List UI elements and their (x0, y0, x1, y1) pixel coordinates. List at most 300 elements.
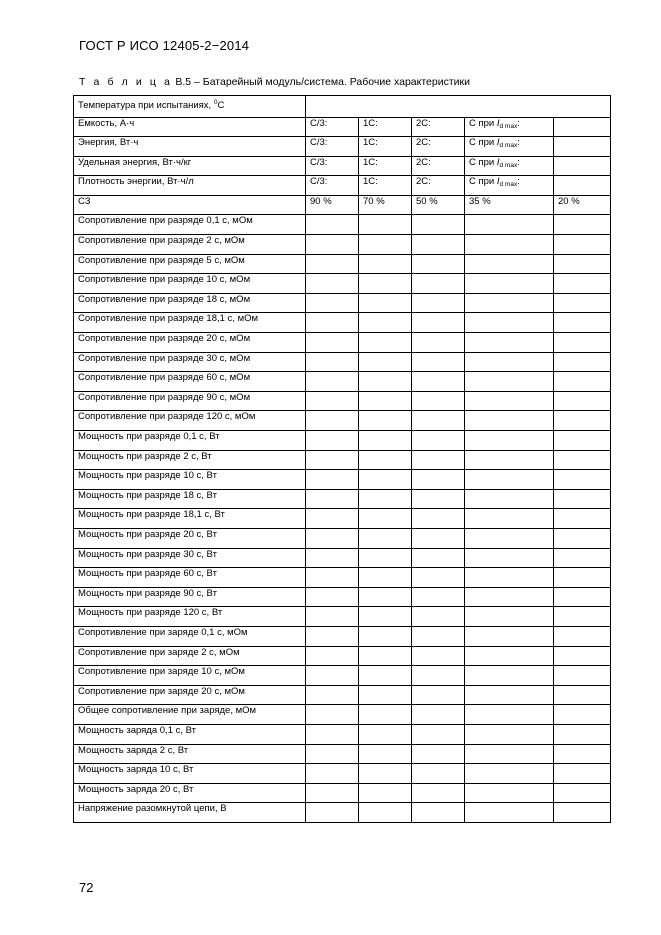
row-label (74, 607, 306, 627)
parameter-row (74, 293, 611, 313)
empty-cell (412, 666, 465, 686)
empty-cell (359, 352, 412, 372)
parameter-row (74, 685, 611, 705)
empty-cell (465, 803, 554, 823)
empty-cell (554, 274, 611, 294)
row-label-text: Мощность при разряде 60 с, Вт (78, 568, 217, 580)
empty-cell (306, 626, 359, 646)
empty-cell (554, 313, 611, 333)
cmax-cell (465, 137, 554, 157)
empty-cell (306, 293, 359, 313)
empty-cell (465, 548, 554, 568)
empty-cell (306, 666, 359, 686)
empty-cell (465, 254, 554, 274)
empty-cell (412, 352, 465, 372)
empty-cell (465, 666, 554, 686)
empty-cell (412, 391, 465, 411)
empty-cell (306, 803, 359, 823)
current-subscript: d max (499, 122, 518, 130)
empty-cell (359, 372, 412, 392)
current-symbol: I (496, 137, 500, 149)
current-subscript: d max (499, 181, 518, 189)
cmax-prefix: С при (469, 156, 495, 168)
empty-cell (412, 626, 465, 646)
row-label (74, 431, 306, 451)
temperature-unit: С (217, 100, 225, 111)
empty-cell (306, 333, 359, 353)
empty-cell (359, 333, 412, 353)
empty-cell (359, 626, 412, 646)
row-label-text: Сопротивление при заряде 10 с, мОм (78, 666, 245, 678)
row-label (74, 489, 306, 509)
empty-cell (306, 372, 359, 392)
empty-cell (306, 587, 359, 607)
cmax-suffix: : (517, 117, 520, 129)
row-label (74, 195, 306, 215)
empty-cell (306, 235, 359, 255)
soc-value (306, 195, 359, 215)
row-label (74, 156, 306, 176)
row-label-text: Мощность при разряде 0,1 с, Вт (78, 431, 220, 442)
empty-cell (359, 489, 412, 509)
capacity-row (74, 156, 611, 176)
cmax-cell (465, 176, 554, 196)
parameter-row (74, 568, 611, 588)
empty-cell (554, 626, 611, 646)
parameter-row (74, 215, 611, 235)
cmax-prefix: С при (469, 137, 495, 149)
parameter-row (74, 411, 611, 431)
empty-cell (554, 803, 611, 823)
row-label-text: Сопротивление при разряде 5 с, мОм (78, 254, 245, 266)
c2-cell (412, 156, 465, 176)
row-label (74, 313, 306, 333)
row-label (74, 235, 306, 255)
parameter-row (74, 666, 611, 686)
parameter-row (74, 646, 611, 666)
c2-cell-text: 2С: (416, 117, 431, 129)
empty-cell (359, 274, 412, 294)
empty-cell (359, 431, 412, 451)
row-label (74, 548, 306, 568)
empty-cell (465, 431, 554, 451)
current-subscript: d max (499, 142, 518, 150)
caption-title: Батарейный модуль/система. Рабочие характеристики (202, 76, 470, 88)
current-symbol: I (496, 117, 500, 129)
soc-value (465, 195, 554, 215)
parameter-row (74, 372, 611, 392)
empty-cell (306, 568, 359, 588)
empty-cell (554, 215, 611, 235)
empty-cell (412, 607, 465, 627)
empty-cell (412, 685, 465, 705)
page-number: 72 (79, 880, 94, 895)
row-label-text: Сопротивление при разряде 20 с, мОм (78, 333, 251, 345)
empty-cell (465, 587, 554, 607)
c1-cell (359, 137, 412, 157)
c2-cell (412, 176, 465, 196)
empty-cell (465, 313, 554, 333)
row-label (74, 705, 306, 725)
empty-cell (359, 411, 412, 431)
empty-cell (306, 254, 359, 274)
capacity-row (74, 117, 611, 137)
row-label (74, 411, 306, 431)
empty-cell (359, 235, 412, 255)
row-label-text: Мощность заряда 2 с, Вт (78, 744, 189, 756)
c3-cell-text: С/3: (310, 137, 328, 149)
row-label (74, 626, 306, 646)
empty-cell (554, 372, 611, 392)
empty-cell (412, 431, 465, 451)
capacity-row (74, 176, 611, 196)
empty-cell (554, 470, 611, 490)
empty-cell (359, 509, 412, 529)
row-label-text: Сопротивление при разряде 18 с, мОм (78, 293, 251, 305)
empty-cell (465, 372, 554, 392)
parameter-row (74, 489, 611, 509)
empty-cell (306, 391, 359, 411)
empty-cell (359, 646, 412, 666)
temperature-row (74, 96, 611, 118)
empty-cell (359, 803, 412, 823)
empty-cell (306, 607, 359, 627)
empty-cell (306, 509, 359, 529)
row-label (74, 176, 306, 196)
row-label-text: Мощность при разряде 18,1 с, Вт (78, 509, 225, 521)
empty-cell (412, 450, 465, 470)
empty-cell (306, 489, 359, 509)
empty-cell (465, 509, 554, 529)
empty-cell (359, 215, 412, 235)
empty-cell (554, 783, 611, 803)
empty-cell (554, 117, 611, 137)
empty-cell (412, 470, 465, 490)
empty-cell (465, 764, 554, 784)
empty-cell (554, 293, 611, 313)
temperature-degree: 0 (213, 99, 218, 106)
row-label-text: Общее сопротивление при заряде, мОм (78, 705, 257, 717)
row-label-text: Сопротивление при разряде 120 с, мОм (78, 411, 256, 423)
soc-value-text: 90 % (310, 195, 332, 207)
row-label-text: Мощность заряда 10 с, Вт (78, 764, 194, 776)
cmax-suffix: : (517, 176, 520, 188)
parameter-row (74, 705, 611, 725)
empty-cell (359, 764, 412, 784)
empty-cell (306, 313, 359, 333)
row-label (74, 724, 306, 744)
parameter-row (74, 783, 611, 803)
c2-cell (412, 137, 465, 157)
row-label-text: Мощность заряда 0,1 с, Вт (78, 724, 197, 736)
parameter-row (74, 470, 611, 490)
row-label-text: Сопротивление при разряде 60 с, мОм (78, 372, 251, 384)
row-label (74, 117, 306, 137)
empty-cell (465, 724, 554, 744)
caption-dash: – (194, 76, 200, 88)
empty-cell (465, 685, 554, 705)
cmax-suffix: : (517, 137, 520, 149)
empty-cell (554, 607, 611, 627)
row-label-text: Напряжение разомкнутой цепи, В (78, 803, 227, 815)
row-label-text: Удельная энергия, Вт·ч/кг (78, 156, 192, 168)
parameter-row (74, 548, 611, 568)
empty-cell (465, 450, 554, 470)
parameter-row (74, 450, 611, 470)
empty-cell (465, 235, 554, 255)
c1-cell (359, 156, 412, 176)
empty-cell (306, 764, 359, 784)
empty-cell (412, 372, 465, 392)
row-label (74, 764, 306, 784)
parameter-row (74, 724, 611, 744)
empty-cell (465, 705, 554, 725)
table-caption (79, 76, 470, 88)
empty-cell (465, 528, 554, 548)
soc-value-text: 20 % (558, 195, 580, 207)
row-label (74, 783, 306, 803)
empty-cell (465, 411, 554, 431)
performance-table (73, 95, 611, 823)
temperature-label: Температура при испытаниях, (78, 100, 212, 111)
caption-number: В.5 (175, 76, 192, 88)
empty-cell (554, 666, 611, 686)
empty-cell (465, 352, 554, 372)
parameter-row (74, 391, 611, 411)
empty-cell (465, 783, 554, 803)
empty-cell (306, 724, 359, 744)
soc-value-text: 35 % (469, 195, 491, 207)
empty-cell (306, 744, 359, 764)
empty-cell (412, 764, 465, 784)
row-label (74, 391, 306, 411)
row-label-text: Сопротивление при разряде 2 с, мОм (78, 235, 245, 247)
row-label-text: Сопротивление при разряде 30 с, мОм (78, 352, 251, 364)
temperature-label-cell (74, 96, 306, 118)
parameter-row (74, 431, 611, 451)
empty-cell (412, 568, 465, 588)
empty-cell (465, 274, 554, 294)
empty-cell (412, 274, 465, 294)
empty-cell (465, 607, 554, 627)
row-label-text: Мощность при разряде 20 с, Вт (78, 528, 217, 540)
c3-cell-text: С/3: (310, 156, 328, 168)
row-label (74, 646, 306, 666)
cmax-cell (465, 117, 554, 137)
parameter-row (74, 803, 611, 823)
c3-cell (306, 137, 359, 157)
empty-cell (554, 548, 611, 568)
empty-cell (465, 744, 554, 764)
empty-cell (359, 685, 412, 705)
empty-cell (359, 666, 412, 686)
empty-cell (306, 411, 359, 431)
empty-cell (412, 411, 465, 431)
c3-cell (306, 117, 359, 137)
c1-cell-text: 1С: (363, 117, 378, 129)
empty-cell (359, 744, 412, 764)
empty-cell (306, 705, 359, 725)
empty-cell (306, 215, 359, 235)
row-label-text: Мощность при разряде 2 с, Вт (78, 450, 212, 462)
parameter-row (74, 587, 611, 607)
row-label-text: Сопротивление при заряде 2 с, мОм (78, 646, 240, 658)
row-label (74, 509, 306, 529)
empty-cell (306, 450, 359, 470)
temperature-value-cell (306, 96, 611, 118)
caption-label: Т а б л и ц а (79, 76, 173, 88)
empty-cell (306, 528, 359, 548)
empty-cell (554, 646, 611, 666)
row-label (74, 274, 306, 294)
c2-cell-text: 2С: (416, 176, 431, 188)
c2-cell (412, 117, 465, 137)
row-label (74, 587, 306, 607)
empty-cell (306, 685, 359, 705)
empty-cell (412, 489, 465, 509)
empty-cell (412, 548, 465, 568)
c1-cell (359, 117, 412, 137)
row-label-text: Сопротивление при заряде 0,1 с, мОм (78, 626, 248, 638)
empty-cell (412, 333, 465, 353)
empty-cell (554, 744, 611, 764)
empty-cell (359, 528, 412, 548)
empty-cell (412, 509, 465, 529)
empty-cell (465, 470, 554, 490)
empty-cell (554, 724, 611, 744)
empty-cell (412, 724, 465, 744)
empty-cell (554, 391, 611, 411)
parameter-row (74, 744, 611, 764)
empty-cell (465, 333, 554, 353)
empty-cell (554, 176, 611, 196)
empty-cell (554, 431, 611, 451)
row-label-text: Сопротивление при разряде 18,1 с, мОм (78, 313, 259, 325)
current-subscript: d max (499, 161, 518, 169)
empty-cell (412, 646, 465, 666)
parameter-row (74, 352, 611, 372)
empty-cell (412, 803, 465, 823)
empty-cell (412, 293, 465, 313)
c3-cell (306, 156, 359, 176)
capacity-row (74, 137, 611, 157)
empty-cell (306, 431, 359, 451)
empty-cell (554, 333, 611, 353)
c1-cell-text: 1С: (363, 156, 378, 168)
row-label (74, 215, 306, 235)
row-label (74, 666, 306, 686)
empty-cell (465, 646, 554, 666)
empty-cell (359, 724, 412, 744)
row-label-text: Сопротивление при разряде 0,1 с, мОм (78, 215, 253, 227)
empty-cell (412, 587, 465, 607)
parameter-row (74, 528, 611, 548)
empty-cell (554, 685, 611, 705)
row-label-text: Энергия, Вт·ч (78, 137, 139, 149)
empty-cell (359, 313, 412, 333)
soc-value-text: 70 % (363, 195, 385, 207)
c1-cell-text: 1С: (363, 137, 378, 149)
c1-cell-text: 1С: (363, 176, 378, 188)
row-label-text: Мощность при разряде 10 с, Вт (78, 470, 217, 482)
c3-cell-text: С/3: (310, 117, 328, 129)
empty-cell (465, 568, 554, 588)
empty-cell (554, 235, 611, 255)
row-label (74, 528, 306, 548)
empty-cell (359, 587, 412, 607)
row-label-text: Сопротивление при разряде 10 с, мОм (78, 274, 251, 286)
row-label-text: Мощность при разряде 18 с, Вт (78, 489, 217, 501)
empty-cell (412, 705, 465, 725)
empty-cell (359, 293, 412, 313)
empty-cell (306, 352, 359, 372)
row-label (74, 137, 306, 157)
empty-cell (412, 235, 465, 255)
row-label-text: Мощность заряда 20 с, Вт (78, 783, 194, 795)
row-label (74, 293, 306, 313)
parameter-row (74, 607, 611, 627)
row-label-text: Мощность при разряде 90 с, Вт (78, 587, 217, 599)
soc-row (74, 195, 611, 215)
row-label (74, 568, 306, 588)
current-symbol: I (496, 176, 500, 188)
row-label-text: Мощность при разряде 120 с, Вт (78, 607, 223, 619)
soc-value-text: 50 % (416, 195, 438, 207)
empty-cell (359, 568, 412, 588)
empty-cell (359, 783, 412, 803)
parameter-row (74, 626, 611, 646)
row-label (74, 372, 306, 392)
parameter-row (74, 764, 611, 784)
empty-cell (359, 470, 412, 490)
parameter-row (74, 333, 611, 353)
empty-cell (554, 764, 611, 784)
empty-cell (359, 450, 412, 470)
empty-cell (465, 293, 554, 313)
empty-cell (306, 646, 359, 666)
row-label-text: Сопротивление при заряде 20 с, мОм (78, 685, 245, 697)
empty-cell (554, 411, 611, 431)
cmax-prefix: С при (469, 176, 495, 188)
parameter-row (74, 274, 611, 294)
row-label (74, 333, 306, 353)
empty-cell (554, 352, 611, 372)
row-label (74, 352, 306, 372)
row-label (74, 744, 306, 764)
row-label-text: Плотность энергии, Вт·ч/л (78, 176, 194, 188)
empty-cell (554, 156, 611, 176)
empty-cell (359, 391, 412, 411)
row-label (74, 470, 306, 490)
parameter-row (74, 313, 611, 333)
empty-cell (554, 254, 611, 274)
c2-cell-text: 2С: (416, 156, 431, 168)
empty-cell (359, 254, 412, 274)
empty-cell (554, 528, 611, 548)
empty-cell (412, 215, 465, 235)
empty-cell (554, 587, 611, 607)
empty-cell (465, 215, 554, 235)
empty-cell (412, 254, 465, 274)
empty-cell (359, 705, 412, 725)
empty-cell (465, 391, 554, 411)
row-label-text: Мощность при разряде 30 с, Вт (78, 548, 217, 560)
row-label (74, 685, 306, 705)
c3-cell-text: С/3: (310, 176, 328, 188)
cmax-suffix: : (517, 156, 520, 168)
empty-cell (554, 450, 611, 470)
empty-cell (306, 783, 359, 803)
